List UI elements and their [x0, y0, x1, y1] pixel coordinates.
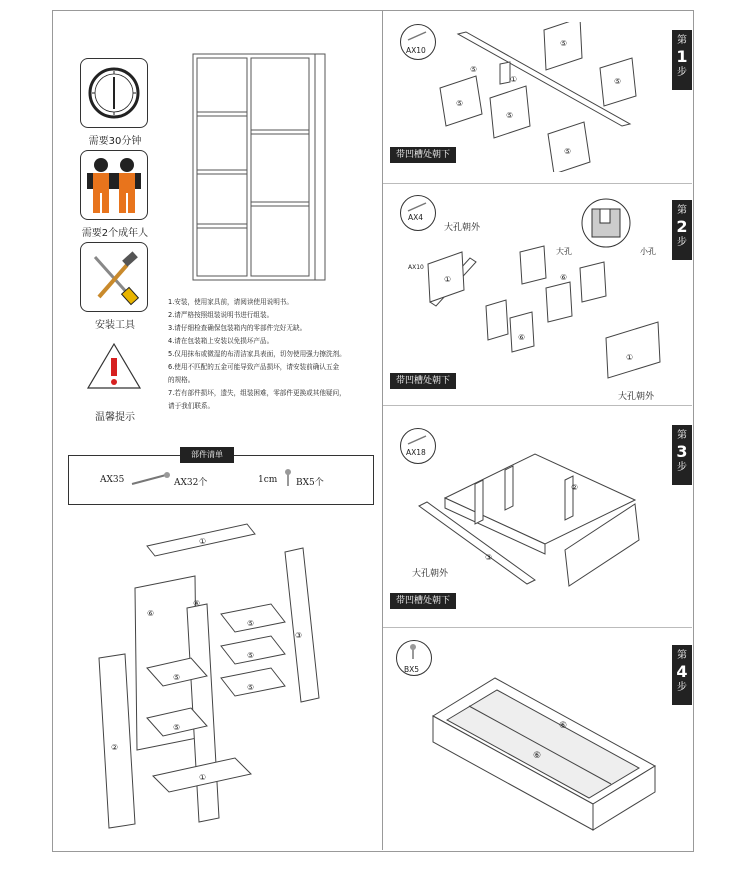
panel-label: ②	[111, 743, 119, 752]
bubble-code: BX5	[404, 665, 420, 674]
dowel-icon	[405, 643, 421, 661]
panel-label: ⑤	[173, 723, 181, 732]
panel-label: ⑥	[559, 721, 568, 731]
panel-label: ⑥	[560, 273, 568, 282]
panel-label: ①	[626, 353, 634, 362]
instruction-line: 1.安装，使用家具前，请阅读使用说明书。	[168, 298, 293, 306]
panel-label: ③	[295, 631, 303, 640]
note-big-hole: 大孔	[556, 247, 572, 256]
icon-caption: 需要30分钟	[88, 136, 142, 147]
groove-down-label: 带凹槽处朝下	[390, 373, 456, 389]
bubble-code: AX18	[406, 448, 426, 457]
bubble-code: AX10	[406, 46, 426, 55]
step-1-tab	[672, 30, 692, 90]
part-b-qty: BX5个	[296, 478, 324, 488]
step-4-diagram	[425, 670, 660, 840]
panel-label: ⑥	[533, 751, 542, 761]
tools-icon	[81, 243, 147, 311]
instruction-line: 6.使用不匹配的五金可能导致产品损坏，请安装前确认五金	[168, 363, 340, 371]
panel-label: ②	[571, 483, 579, 492]
step-tab-unit: 步	[677, 682, 687, 693]
screw-icon	[128, 470, 172, 488]
step-tab-char: 第	[677, 650, 687, 661]
dowel-icon	[282, 468, 294, 488]
note-big-hole-out: 大孔朝外	[618, 392, 655, 402]
step-number: 1	[676, 47, 688, 66]
step-tab-unit: 步	[677, 67, 687, 78]
step-2-tab	[672, 200, 692, 260]
panel-label: ③	[485, 553, 493, 562]
step-number: 4	[676, 662, 688, 681]
instruction-line: 3.请仔细检查确保包装箱内的零部件完好无缺。	[168, 324, 307, 332]
instruction-line: 请于我们联系。	[168, 402, 215, 410]
step-tab-char: 第	[677, 205, 687, 216]
step-3-tab	[672, 425, 692, 485]
step-3-diagram	[415, 440, 665, 610]
clock-icon	[81, 59, 147, 127]
panel-label: ①	[199, 537, 207, 546]
step-tab-unit: 步	[677, 237, 687, 248]
instruction-line: 2.请严格按照组装说明书进行组装。	[168, 311, 274, 319]
column-divider	[382, 10, 383, 850]
workers-icon	[81, 151, 147, 219]
note-big-hole-out: 大孔朝外	[444, 223, 481, 233]
tools-icon-box	[80, 242, 148, 312]
cabinet-illustration	[185, 50, 330, 285]
step-tab-char: 第	[677, 430, 687, 441]
panel-label: ①	[444, 275, 452, 284]
step-4-tab	[672, 645, 692, 705]
note-big-hole-out: 大孔朝外	[412, 569, 449, 579]
panel-label: ⑥	[518, 333, 526, 342]
part-b-size: 1cm	[258, 475, 278, 485]
panel-label: ⑤	[614, 77, 622, 86]
step-number: 3	[676, 442, 688, 461]
note-side-code: AX10	[408, 264, 424, 271]
panel-label: ⑤	[173, 673, 181, 682]
step-separator	[383, 627, 692, 628]
screw-icon	[404, 28, 430, 44]
panel-label: ⑤	[247, 651, 255, 660]
part-a-code: AX35	[100, 475, 125, 485]
step-2-diagram	[420, 228, 670, 388]
parts-list-title: 部件清单	[180, 447, 234, 463]
step-number: 2	[676, 217, 688, 236]
panel-label: ⑤	[470, 65, 478, 74]
panel-label: ④	[193, 599, 201, 608]
panel-label: ⑤	[456, 99, 464, 108]
panel-label: ⑤	[560, 39, 568, 48]
clock-icon-box	[80, 58, 148, 128]
panel-label: ⑤	[506, 111, 514, 120]
icon-caption: 需要2个成年人	[81, 228, 149, 239]
panel-label: ⑤	[564, 147, 572, 156]
groove-down-label: 带凹槽处朝下	[390, 593, 456, 609]
note-small-hole: 小孔	[640, 247, 656, 256]
panel-label: ①	[510, 75, 518, 84]
instruction-line: 5.仅用抹布或微湿的布清洁家具表面，切勿使用强力擦洗剂。	[168, 350, 346, 358]
warning-icon	[86, 340, 142, 392]
panel-label: ⑤	[247, 683, 255, 692]
icon-caption: 安装工具	[95, 320, 135, 331]
step-separator	[383, 405, 692, 406]
instruction-line: 4.请在包装箱上安装以免损坏产品。	[168, 337, 274, 345]
exploded-view	[95, 518, 335, 848]
panel-label: ⑤	[247, 619, 255, 628]
step-tab-char: 第	[677, 35, 687, 46]
part-a-qty: AX32个	[174, 478, 208, 488]
panel-label: ①	[199, 773, 207, 782]
step-separator	[383, 183, 692, 184]
instruction-line: 7.若有部件损坏，遗失，组装困难，零部件更换或其他疑问，	[168, 389, 346, 397]
instruction-line: 的规格。	[168, 376, 195, 384]
groove-down-label: 带凹槽处朝下	[390, 147, 456, 163]
step-tab-unit: 步	[677, 462, 687, 473]
icon-caption: 温馨提示	[95, 412, 135, 423]
bubble-code: AX4	[408, 213, 424, 222]
step-1-diagram	[430, 22, 670, 172]
panel-label: ⑥	[147, 609, 155, 618]
instructions-list	[168, 296, 380, 413]
workers-icon-box	[80, 150, 148, 220]
